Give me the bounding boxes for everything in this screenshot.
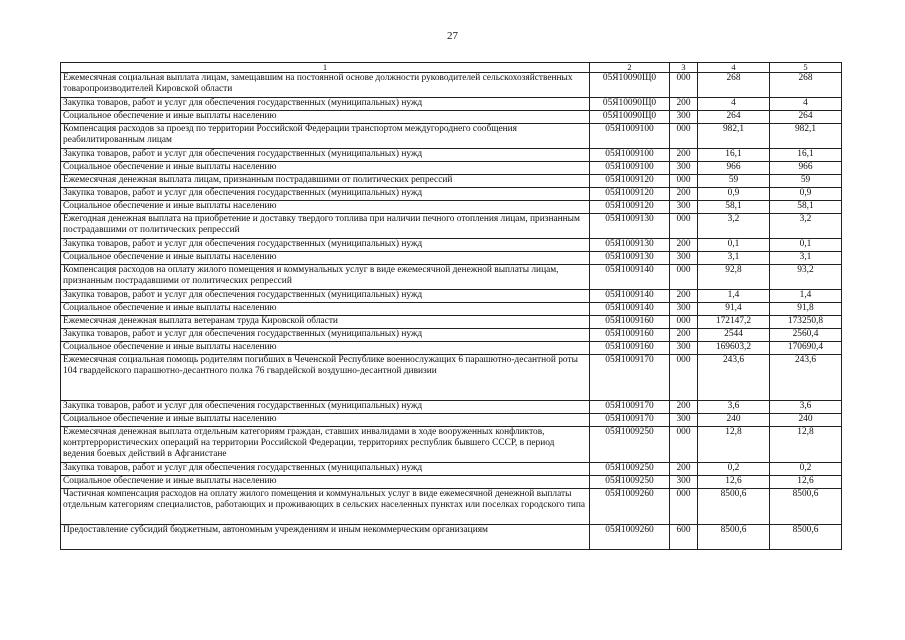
table-row [61, 73, 842, 98]
cell-name: Социальное обеспечение и иные выплаты населению [61, 252, 590, 265]
table-row [61, 476, 842, 489]
cell-expense-type: 200 [670, 149, 698, 162]
cell-name: Ежегодная денежная выплата на приобретение и доставку твердого топлива при наличии печного отопления лицам, признанным пострадавшими от политических репрессий [61, 214, 590, 239]
cell-name: Закупка товаров, работ и услуг для обеспечения государственных (муниципальных) нужд [61, 239, 590, 252]
table-row [61, 201, 842, 214]
cell-value-2: 8500,6 [770, 489, 842, 525]
table-row [61, 188, 842, 201]
cell-code: 05Я1009130 [590, 214, 670, 239]
cell-value-1: 0,2 [698, 463, 770, 476]
cell-code: 05Я1009160 [590, 316, 670, 329]
cell-code: 05Я1009170 [590, 401, 670, 414]
cell-expense-type: 000 [670, 214, 698, 239]
cell-value-2: 16,1 [770, 149, 842, 162]
cell-code: 05Я10090Щ0 [590, 73, 670, 98]
cell-value-2: 243,6 [770, 355, 842, 401]
cell-name: Частичная компенсация расходов на оплату жилого помещения и коммунальных услуг в виде ежемесячной денежной выплаты отдельным категориям специалистов, работающих и проживающих в сельских населенных пунктах или поселках городского типа [61, 489, 590, 525]
cell-name: Социальное обеспечение и иные выплаты населению [61, 201, 590, 214]
cell-value-2: 966 [770, 162, 842, 175]
cell-value-2: 3,1 [770, 252, 842, 265]
cell-expense-type: 200 [670, 329, 698, 342]
cell-value-2: 3,6 [770, 401, 842, 414]
cell-name: Компенсация расходов на оплату жилого помещения и коммунальных услуг в виде ежемесячной денежной выплаты лицам, признанным пострадавшими от политических репрессий [61, 265, 590, 290]
cell-value-1: 58,1 [698, 201, 770, 214]
cell-name: Социальное обеспечение и иные выплаты населению [61, 111, 590, 124]
cell-code: 05Я1009160 [590, 342, 670, 355]
table-row [61, 162, 842, 175]
cell-code: 05Я1009170 [590, 355, 670, 401]
cell-value-2: 982,1 [770, 124, 842, 149]
cell-name: Закупка товаров, работ и услуг для обеспечения государственных (муниципальных) нужд [61, 329, 590, 342]
cell-value-2: 2560,4 [770, 329, 842, 342]
cell-name: Ежемесячная социальная помощь родителям погибших в Чеченской Республике военнослужащих 6 парашютно-десантной роты 104 гвардейского парашютно-десантного полка 76 гвардейской воздушно-десантной дивизии [61, 355, 590, 401]
cell-code: 05Я1009140 [590, 303, 670, 316]
cell-name: Социальное обеспечение и иные выплаты населению [61, 476, 590, 489]
cell-expense-type: 000 [670, 265, 698, 290]
cell-expense-type: 000 [670, 489, 698, 525]
table-row [61, 427, 842, 463]
cell-value-2: 8500,6 [770, 525, 842, 550]
cell-value-1: 3,6 [698, 401, 770, 414]
cell-code: 05Я10090Щ0 [590, 111, 670, 124]
cell-value-1: 2544 [698, 329, 770, 342]
table-row [61, 175, 842, 188]
cell-value-1: 0,1 [698, 239, 770, 252]
cell-name: Закупка товаров, работ и услуг для обеспечения государственных (муниципальных) нужд [61, 290, 590, 303]
cell-expense-type: 300 [670, 111, 698, 124]
cell-value-2: 268 [770, 73, 842, 98]
cell-value-1: 172147,2 [698, 316, 770, 329]
cell-name: Закупка товаров, работ и услуг для обеспечения государственных (муниципальных) нужд [61, 401, 590, 414]
cell-value-2: 12,8 [770, 427, 842, 463]
cell-value-1: 16,1 [698, 149, 770, 162]
cell-code: 05Я1009120 [590, 175, 670, 188]
cell-expense-type: 000 [670, 316, 698, 329]
cell-value-2: 12,6 [770, 476, 842, 489]
cell-value-2: 173250,8 [770, 316, 842, 329]
cell-code: 05Я10090Щ0 [590, 98, 670, 111]
cell-value-1: 3,2 [698, 214, 770, 239]
cell-code: 05Я1009250 [590, 463, 670, 476]
budget-table [60, 62, 842, 550]
cell-name: Закупка товаров, работ и услуг для обеспечения государственных (муниципальных) нужд [61, 98, 590, 111]
table-row [61, 149, 842, 162]
table-row [61, 316, 842, 329]
cell-expense-type: 200 [670, 188, 698, 201]
cell-value-1: 59 [698, 175, 770, 188]
cell-value-2: 170690,4 [770, 342, 842, 355]
table-row [61, 401, 842, 414]
cell-name: Закупка товаров, работ и услуг для обеспечения государственных (муниципальных) нужд [61, 188, 590, 201]
cell-code: 05Я1009130 [590, 252, 670, 265]
cell-value-1: 8500,6 [698, 489, 770, 525]
cell-value-2: 0,1 [770, 239, 842, 252]
table-row [61, 525, 842, 550]
cell-expense-type: 600 [670, 525, 698, 550]
table-row [61, 303, 842, 316]
cell-expense-type: 000 [670, 124, 698, 149]
cell-expense-type: 000 [670, 73, 698, 98]
cell-value-1: 264 [698, 111, 770, 124]
cell-code: 05Я1009160 [590, 329, 670, 342]
cell-value-1: 4 [698, 98, 770, 111]
table-row [61, 290, 842, 303]
cell-value-2: 1,4 [770, 290, 842, 303]
cell-name: Социальное обеспечение и иные выплаты населению [61, 162, 590, 175]
cell-expense-type: 200 [670, 463, 698, 476]
table-row [61, 98, 842, 111]
cell-value-1: 8500,6 [698, 525, 770, 550]
cell-name: Ежемесячная денежная выплата лицам, признанным пострадавшими от политических репрессий [61, 175, 590, 188]
table-row [61, 463, 842, 476]
cell-value-2: 3,2 [770, 214, 842, 239]
cell-code: 05Я1009130 [590, 239, 670, 252]
cell-code: 05Я1009250 [590, 427, 670, 463]
header-col-vr: 3 [670, 63, 698, 73]
table-row [61, 489, 842, 525]
cell-value-1: 12,6 [698, 476, 770, 489]
cell-name: Закупка товаров, работ и услуг для обеспечения государственных (муниципальных) нужд [61, 463, 590, 476]
cell-code: 05Я1009100 [590, 124, 670, 149]
cell-code: 05Я1009170 [590, 414, 670, 427]
cell-value-1: 268 [698, 73, 770, 98]
cell-expense-type: 300 [670, 201, 698, 214]
cell-name: Ежемесячная социальная выплата лицам, замещавшим на постоянной основе должности руководителей сельскохозяйственных товаропроизводителей Кировской области [61, 73, 590, 98]
cell-value-1: 91,4 [698, 303, 770, 316]
table-body [61, 73, 842, 550]
page-number: 27 [447, 30, 458, 42]
cell-value-1: 169603,2 [698, 342, 770, 355]
cell-expense-type: 300 [670, 252, 698, 265]
cell-value-2: 91,8 [770, 303, 842, 316]
cell-code: 05Я1009140 [590, 265, 670, 290]
cell-expense-type: 300 [670, 162, 698, 175]
cell-code: 05Я1009260 [590, 489, 670, 525]
header-col-name: 1 [61, 63, 590, 73]
cell-name: Закупка товаров, работ и услуг для обеспечения государственных (муниципальных) нужд [61, 149, 590, 162]
table-row [61, 214, 842, 239]
cell-name: Предоставление субсидий бюджетным, автономным учреждениям и иным некоммерческим организациям [61, 525, 590, 550]
header-col-value-2: 5 [770, 63, 842, 73]
cell-expense-type: 300 [670, 414, 698, 427]
table-row [61, 342, 842, 355]
cell-expense-type: 200 [670, 290, 698, 303]
cell-name: Социальное обеспечение и иные выплаты населению [61, 303, 590, 316]
cell-expense-type: 200 [670, 98, 698, 111]
table-row [61, 265, 842, 290]
cell-expense-type: 000 [670, 427, 698, 463]
cell-name: Компенсация расходов за проезд по территории Российской Федерации транспортом междугороднего сообщения реабилитированным лицам [61, 124, 590, 149]
table-row [61, 124, 842, 149]
cell-name: Социальное обеспечение и иные выплаты населению [61, 342, 590, 355]
cell-expense-type: 300 [670, 342, 698, 355]
cell-code: 05Я1009140 [590, 290, 670, 303]
table-row [61, 111, 842, 124]
cell-value-2: 59 [770, 175, 842, 188]
table-row [61, 329, 842, 342]
cell-value-1: 1,4 [698, 290, 770, 303]
table-row [61, 355, 842, 401]
table-row [61, 414, 842, 427]
table-row [61, 252, 842, 265]
header-col-value-1: 4 [698, 63, 770, 73]
cell-code: 05Я1009120 [590, 188, 670, 201]
cell-code: 05Я1009120 [590, 201, 670, 214]
cell-code: 05Я1009100 [590, 149, 670, 162]
cell-value-2: 58,1 [770, 201, 842, 214]
cell-value-2: 0,9 [770, 188, 842, 201]
cell-value-1: 966 [698, 162, 770, 175]
cell-value-1: 240 [698, 414, 770, 427]
cell-expense-type: 000 [670, 355, 698, 401]
cell-value-1: 243,6 [698, 355, 770, 401]
cell-expense-type: 300 [670, 476, 698, 489]
cell-value-1: 0,9 [698, 188, 770, 201]
cell-name: Социальное обеспечение и иные выплаты населению [61, 414, 590, 427]
cell-name: Ежемесячная денежная выплата ветеранам труда Кировской области [61, 316, 590, 329]
cell-expense-type: 300 [670, 303, 698, 316]
cell-expense-type: 200 [670, 401, 698, 414]
cell-value-2: 240 [770, 414, 842, 427]
table-row [61, 239, 842, 252]
cell-value-2: 264 [770, 111, 842, 124]
cell-value-1: 982,1 [698, 124, 770, 149]
cell-value-2: 93,2 [770, 265, 842, 290]
cell-code: 05Я1009100 [590, 162, 670, 175]
cell-code: 05Я1009250 [590, 476, 670, 489]
table-header-row [61, 63, 842, 73]
header-col-code: 2 [590, 63, 670, 73]
cell-code: 05Я1009260 [590, 525, 670, 550]
cell-value-1: 92,8 [698, 265, 770, 290]
cell-name: Ежемесячная денежная выплата отдельным категориям граждан, ставших инвалидами в ходе вооруженных конфликтов, контртеррористических операций на территории Российской Федерации, территориях республик бывшего СССР, в период ведения боевых действий в Афганистане [61, 427, 590, 463]
cell-value-1: 12,8 [698, 427, 770, 463]
cell-value-2: 0,2 [770, 463, 842, 476]
cell-expense-type: 000 [670, 175, 698, 188]
cell-expense-type: 200 [670, 239, 698, 252]
cell-value-2: 4 [770, 98, 842, 111]
cell-value-1: 3,1 [698, 252, 770, 265]
